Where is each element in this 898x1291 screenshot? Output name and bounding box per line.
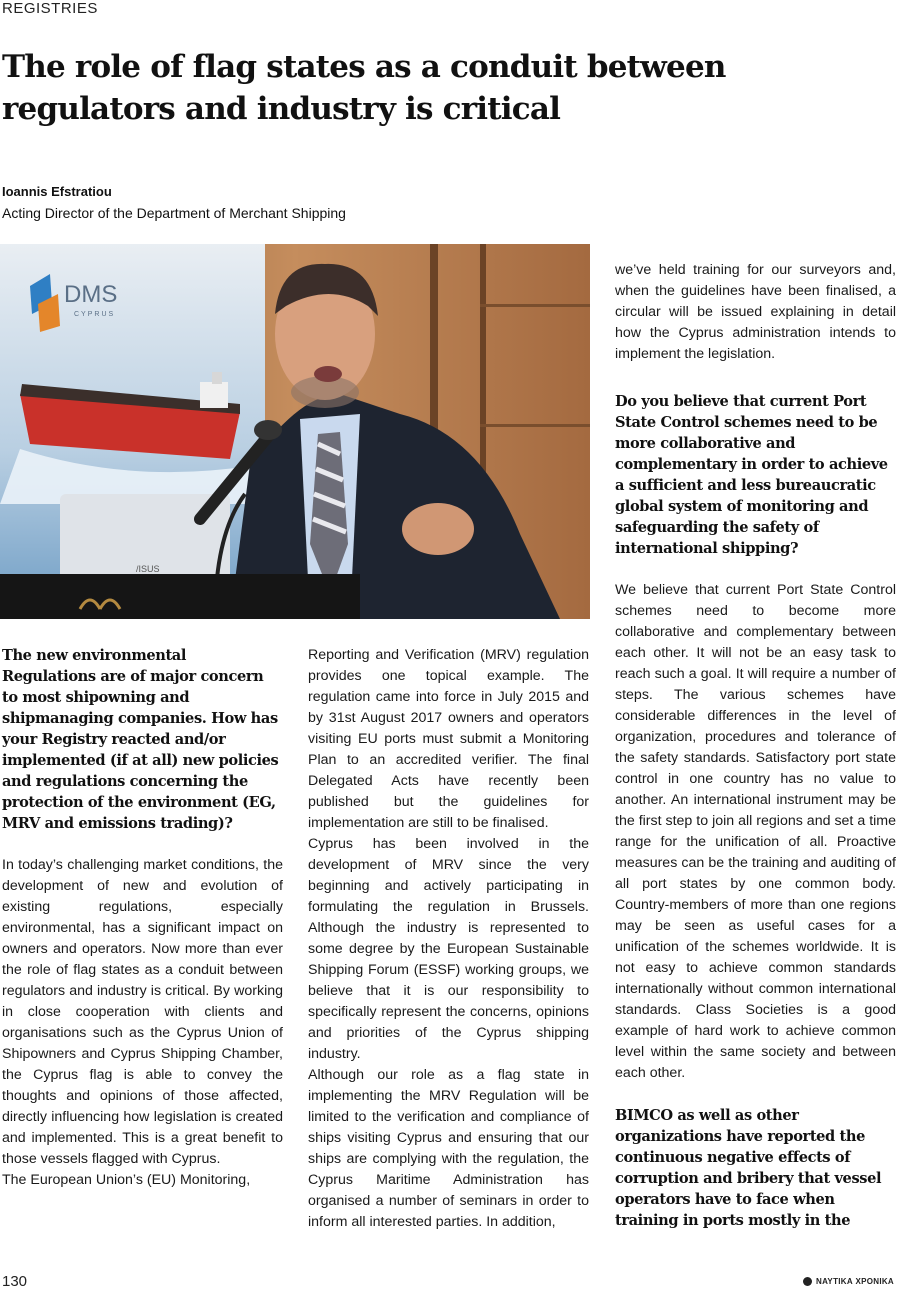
paragraph: Cyprus has been involved in the development of MRV since the very beginning and actively participating in formulating the regulation in Brussels. Although the industry is represented to some degree by the European Sustainable Shipping Forum (ESSF) working groups, we believe that it is our responsibility to specifically represent the concerns, opinions and priorities of the Cyprus shipping industry. xyxy=(308,836,589,1062)
banner-logo-text: DMS xyxy=(64,281,118,308)
article-column-3-top xyxy=(615,260,896,365)
article-column-3 xyxy=(615,391,896,1231)
question-1: The new environmental Regulations are of major concern to most shipowning and shipmanaging companies. How has your Registry reacted and/or implemented (if at all) new policies and regulations concerning the protection of the environment (EG, MRV and emissions trading)? xyxy=(2,647,279,832)
footer-brand-text: ΝΑΥΤΙΚΑ ΧΡΟΝΙΚΑ xyxy=(816,1277,894,1286)
question-2: Do you believe that current Port State Control schemes need to be more collaborative and complementary in order to achieve a sufficient and less bureaucratic global system of monitoring and safeguarding the safety of international shipping? xyxy=(615,393,888,557)
speaker-photo xyxy=(0,244,590,619)
paragraph: we’ve held training for our surveyors and, when the guidelines have been finalised, a circular will be issued explaining in detail how the Cyprus administration intends to implement the legislation. xyxy=(615,262,896,362)
paragraph: We believe that current Port State Control schemes need to become more collaborative and complementary between each other. It will not be an easy task to reach such a goal. It will require a number of steps. The various schemes have considerable differences in the level of organization, procedures and tolerance of the safety standards. Satisfactory port state control in one country has no value to another. An international instrument may be the first step to join all regions and set a time range for the unification of all. Proactive measures can be the training and auditing of all port states by one common body. Country-members of more than one regions may be seen as useful cases for a unification of the schemes worldwide. It is not easy to achieve common standards internationally without common international standards. Class Societies is a good example of hard work to achieve common level within the same society and between each other. xyxy=(615,582,896,1081)
page-number: 130 xyxy=(2,1273,28,1290)
banner-logo-subtext: CYPRUS xyxy=(74,311,116,318)
author-name: Ioannis Efstratiou xyxy=(2,184,112,199)
section-label: REGISTRIES xyxy=(2,0,98,17)
article-column-1 xyxy=(2,645,283,1191)
speaker-photo-illustration xyxy=(0,244,590,619)
paragraph: In today’s challenging market conditions, the development of new and evolution of existing regulations, especially environmental, has a significant impact on owners and operators. Now more than ever the role of flag states as a conduit between regulators and industry is critical. By working in close cooperation with clients and organisations such as the Cyprus Union of Shipowners and Cyprus Shipping Chamber, the Cyprus flag is able to convey the thoughts and opinions of those affected, directly influencing how legislation is created and implemented. This is a great benefit to those vessels flagged with Cyprus. xyxy=(2,857,283,1167)
article-column-2 xyxy=(308,645,589,1233)
question-3: BIMCO as well as other organizations have reported the continuous negative effects of corruption and bribery that vessel operators have to face when training in ports mostly in the xyxy=(615,1107,882,1229)
paragraph: Although our role as a flag state in implementing the MRV Regulation will be limited to the verification and compliance of ships visiting Cyprus and ensuring that our ships are complying with the regulation, the Cyprus Maritime Administration has organised a number of seminars in order to inform all interested parties. In addition, xyxy=(308,1067,589,1230)
author-title: Acting Director of the Department of Merchant Shipping xyxy=(2,205,346,221)
laptop-brand-text: /ISUS xyxy=(136,564,160,574)
paragraph: Reporting and Verification (MRV) regulation provides one topical example. The regulation came into force in July 2015 and by 31st August 2017 owners and operators visiting EU ports must submit a Monitoring Plan to an accredited verifier. The final Delegated Acts have recently been published but the guidelines for implementation are still to be finalised. xyxy=(308,647,589,831)
footer-brand xyxy=(803,1277,894,1286)
brand-logo-icon xyxy=(803,1277,812,1286)
paragraph: The European Union’s (EU) Monitoring, xyxy=(2,1172,251,1188)
article-headline: The role of flag states as a conduit between regulators and industry is critical xyxy=(2,49,726,127)
